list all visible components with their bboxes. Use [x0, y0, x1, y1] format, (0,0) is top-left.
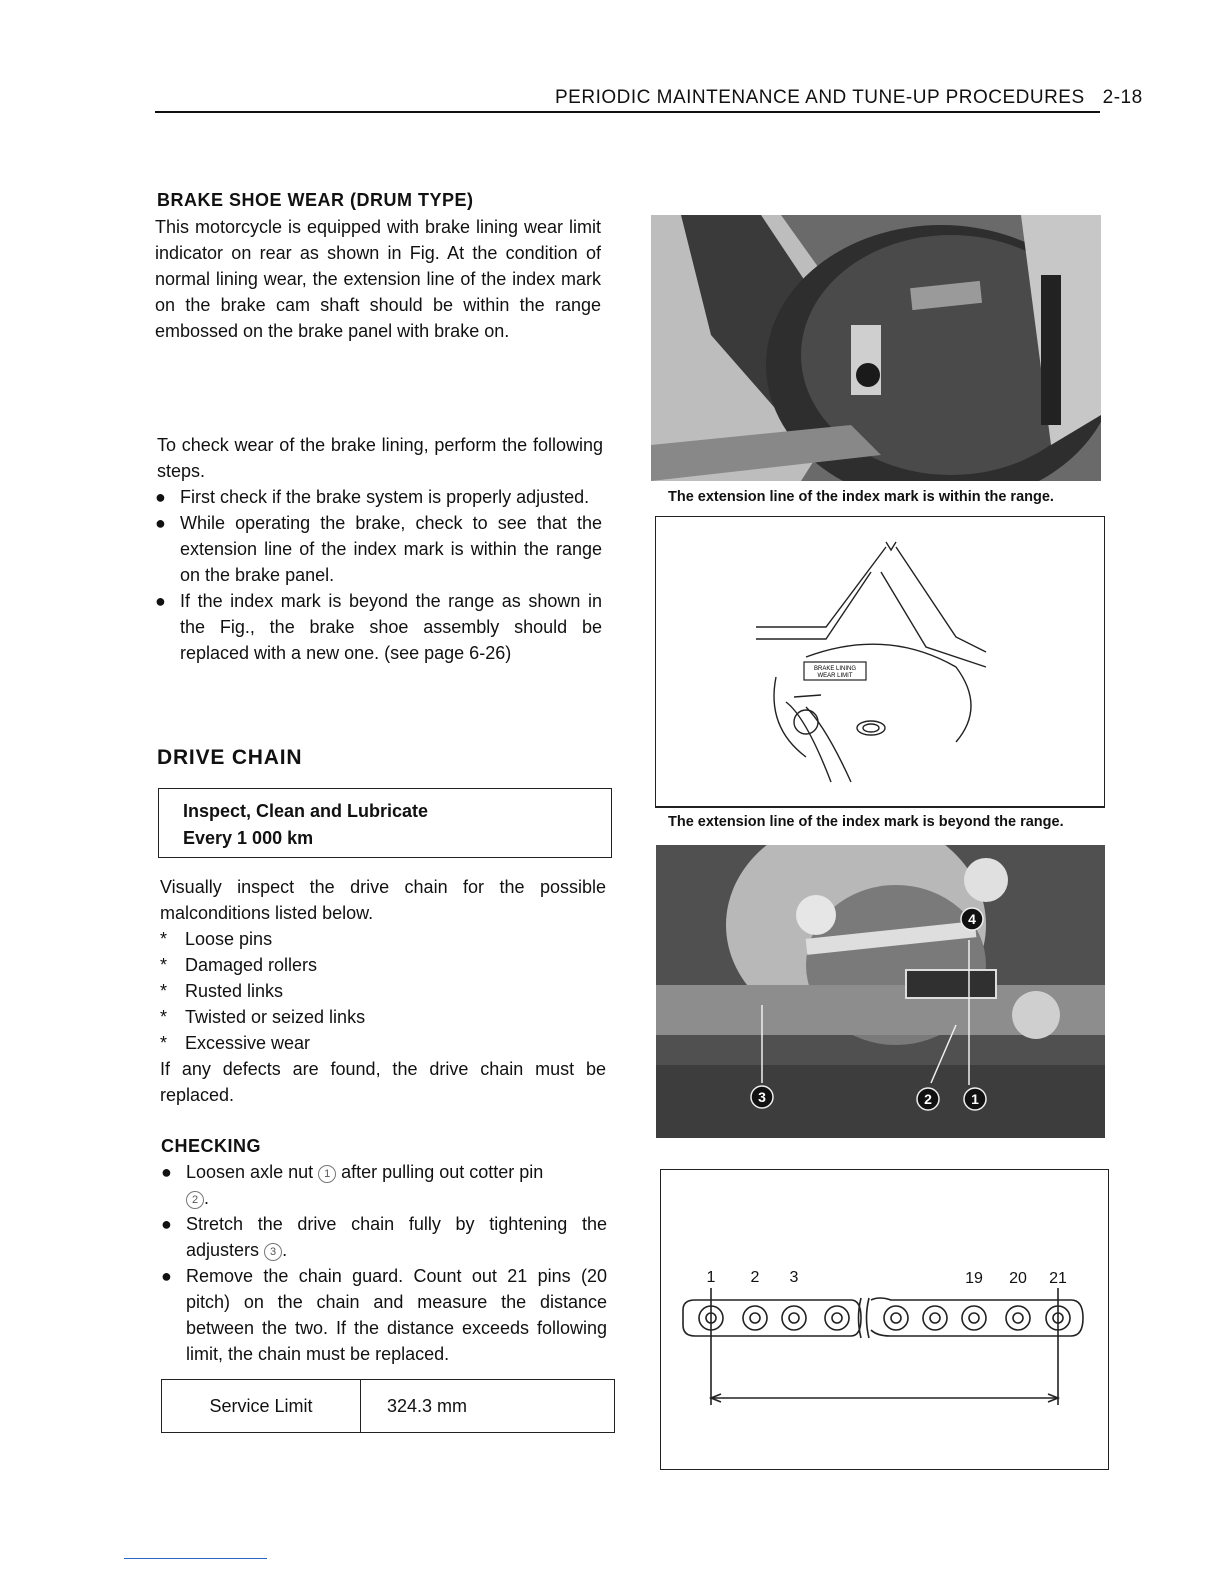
asterisk-icon: * — [160, 1007, 168, 1027]
asterisk-icon: * — [160, 955, 168, 975]
header-rule — [155, 111, 1100, 113]
checking-heading: CHECKING — [161, 1136, 262, 1156]
brake-intro: This motorcycle is equipped with brake lining wear limit indicator on rear as shown in Fig. At the condition of normal lining wear, the extension line of the index mark on the brake cam shaft should be within the range embossed on the brake panel with brake on. — [155, 217, 601, 341]
asterisk-icon: * — [160, 981, 168, 1001]
panel-label-1: BRAKE LINING — [813, 666, 857, 672]
interval-box — [158, 788, 612, 858]
pin-label: 3 — [789, 1269, 799, 1286]
asterisk-icon: * — [160, 1033, 168, 1053]
drive-chain-heading: DRIVE CHAIN — [157, 746, 303, 769]
bullet-icon: ● — [161, 1266, 172, 1286]
brake-panel-photo-illustration — [651, 215, 1101, 481]
list-item: * Rusted links — [160, 978, 600, 1004]
callout-label: 1 — [971, 1091, 979, 1107]
brake-heading: BRAKE SHOE WEAR (DRUM TYPE) — [157, 190, 474, 210]
brake-steps-intro: To check wear of the brake lining, perform the following steps. — [157, 435, 603, 481]
section-title: PERIODIC MAINTENANCE AND TUNE-UP PROCEDURES — [555, 87, 1085, 108]
diagram-bottom-rule — [655, 806, 1105, 808]
asterisk-icon: * — [160, 929, 168, 949]
callout-label: 2 — [924, 1091, 932, 1107]
pin-label: 21 — [1049, 1270, 1067, 1287]
callout-1-icon: 1 — [318, 1165, 336, 1183]
panel-label-2: WEAR LIMIT — [817, 673, 853, 679]
list-item: * Loose pins — [160, 926, 600, 952]
chain-conditions-list — [160, 926, 600, 1056]
callout-2-icon: 2 — [186, 1191, 204, 1209]
list-item: * Damaged rollers — [160, 952, 600, 978]
pin-label: 1 — [706, 1269, 716, 1286]
checking-steps-list — [161, 1159, 607, 1367]
chain-adjuster-photo — [656, 845, 1105, 1138]
brake-diagram-frame — [655, 516, 1105, 807]
list-item: ● Loosen axle nut 1 after pulling out cotter pin 2 . — [161, 1159, 607, 1211]
bullet-icon: ● — [161, 1162, 172, 1182]
list-item: * Excessive wear — [160, 1030, 600, 1056]
figure-caption-1: The extension line of the index mark is within the range. — [668, 489, 1054, 505]
callout-3-icon: 3 — [264, 1243, 282, 1261]
chain-intro: Visually inspect the drive chain for the possible malconditions listed below. — [160, 877, 606, 923]
brake-steps-list — [155, 484, 602, 666]
chain-diagram — [661, 1170, 1108, 1469]
list-item: ● If the index mark is beyond the range as shown in the Fig., the brake shoe assembly should be replaced with a new one. (see page 6-26) — [155, 588, 602, 666]
service-limit-table — [161, 1379, 615, 1433]
chain-diagram-frame — [660, 1169, 1109, 1470]
bullet-icon: ● — [155, 591, 166, 611]
scan-artifact-rule — [124, 1558, 267, 1559]
list-item: ● While operating the brake, check to see that the extension line of the index mark is within the range on the brake panel. — [155, 510, 602, 588]
pin-label: 2 — [750, 1269, 760, 1286]
bullet-icon: ● — [161, 1214, 172, 1234]
callout-label: 4 — [968, 911, 976, 927]
list-item: * Twisted or seized links — [160, 1004, 600, 1030]
pin-label: 20 — [1009, 1270, 1027, 1287]
pin-label: 19 — [965, 1270, 983, 1287]
chain-adjuster-illustration — [656, 845, 1105, 1138]
chain-outro: If any defects are found, the drive chain must be replaced. — [160, 1059, 606, 1105]
page-number: 2-18 — [1102, 87, 1143, 108]
list-item: ● First check if the brake system is properly adjusted. — [155, 484, 602, 510]
bullet-icon: ● — [155, 487, 166, 507]
interval-line-2: Every 1 000 km — [183, 828, 314, 848]
list-item: ● Stretch the drive chain fully by tightening the adjusters 3 . — [161, 1211, 607, 1263]
bullet-icon: ● — [155, 513, 166, 533]
callout-label: 3 — [758, 1089, 766, 1105]
running-header — [555, 87, 1143, 109]
list-item: ● Remove the chain guard. Count out 21 pins (20 pitch) on the chain and measure the distance between the two. If the distance exceeds following limit, the chain must be replaced. — [161, 1263, 607, 1367]
brake-panel-photo — [651, 215, 1101, 481]
service-limit-label: Service Limit — [162, 1380, 361, 1433]
figure-caption-2: The extension line of the index mark is beyond the range. — [668, 814, 1064, 830]
service-limit-value: 324.3 mm — [361, 1380, 615, 1433]
interval-line-1: Inspect, Clean and Lubricate — [183, 801, 429, 821]
brake-diagram — [656, 517, 1104, 807]
